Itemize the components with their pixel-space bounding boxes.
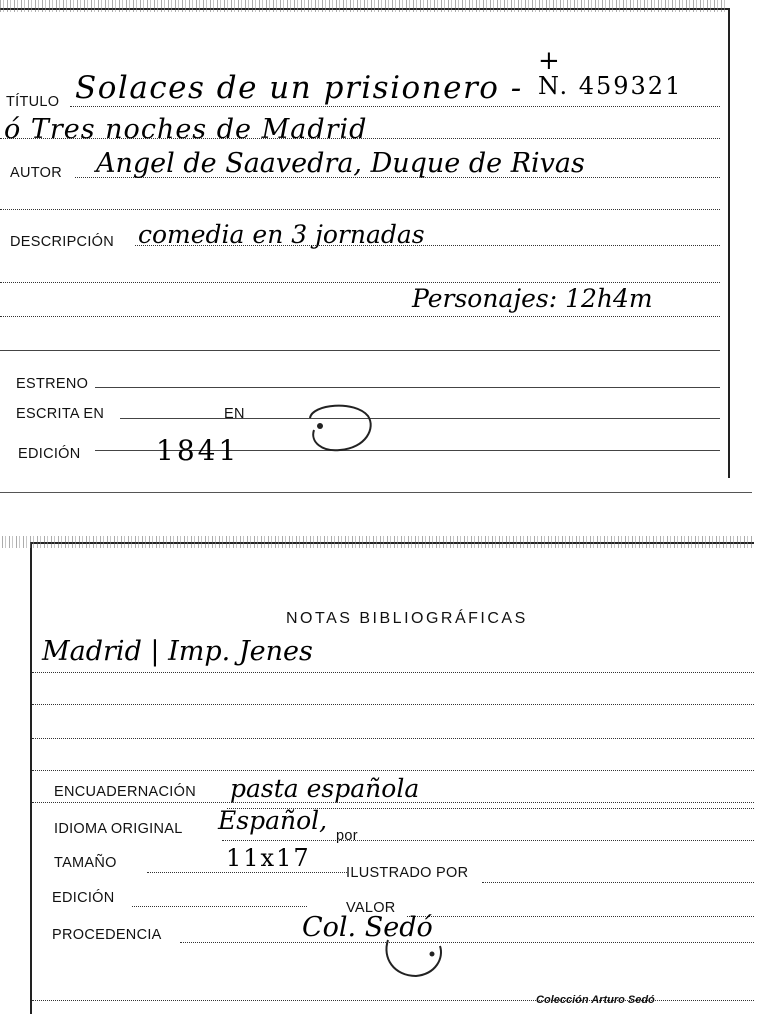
label-valor: VALOR [346, 900, 396, 916]
value-encuadernacion: pasta española [230, 774, 420, 803]
rule-6 [0, 282, 720, 283]
rule-escrita [120, 418, 720, 419]
value-tamano: 11x17 [226, 844, 311, 872]
rule-4 [0, 209, 720, 210]
rule-procedencia [180, 942, 754, 943]
value-titulo-cont: ó Tres noches de Madrid [4, 114, 368, 145]
label-edicion: EDICIÓN [18, 446, 81, 462]
value-idioma: Español, [218, 806, 328, 835]
rule-notes-1 [32, 672, 754, 673]
label-procedencia: PROCEDENCIA [52, 927, 162, 943]
cross-mark: + [538, 46, 560, 76]
rule-notes-3 [32, 738, 754, 739]
card-edge-texture [0, 0, 728, 12]
catalog-card-back [30, 542, 754, 1014]
card-edge-texture [2, 536, 754, 548]
value-edicion: 1841 [156, 434, 240, 467]
label-por: por [336, 828, 358, 844]
rule-8 [0, 350, 720, 351]
rule-estreno [95, 387, 720, 388]
label-titulo: TÍTULO [6, 94, 60, 110]
value-autor: Angel de Saavedra, Duque de Rivas [96, 148, 585, 179]
rule-notes-4 [32, 770, 754, 771]
rule-edicion-b [132, 906, 307, 907]
value-descripcion: comedia en 3 jornadas [138, 220, 425, 249]
rule-notes-2 [32, 704, 754, 705]
rule-titulo [70, 106, 720, 107]
label-escrita-en: ESCRITA EN [16, 406, 105, 422]
value-personajes: Personajes: 12h4m [412, 284, 653, 313]
catalog-card-front [0, 8, 730, 478]
label-en: EN [224, 406, 245, 422]
label-ilustrado-por: ILUSTRADO POR [346, 865, 469, 881]
rule-idioma [222, 840, 754, 841]
library-stamp [300, 398, 380, 460]
label-encuadernacion: ENCUADERNACIÓN [54, 784, 196, 800]
value-titulo: Solaces de un prisionero - [75, 70, 523, 106]
label-autor: AUTOR [10, 165, 62, 181]
value-procedencia: Col. Sedó [302, 912, 433, 943]
label-edicion: EDICIÓN [52, 890, 115, 906]
label-descripcion: DESCRIPCIÓN [10, 234, 115, 250]
library-stamp [374, 924, 454, 984]
rule-valor [407, 916, 754, 917]
rule-ilustrado [482, 882, 754, 883]
value-notes: Madrid | Imp. Jenes [42, 636, 313, 667]
value-numero: N. 459321 [538, 72, 683, 100]
label-estreno: ESTRENO [16, 376, 89, 392]
rule-7 [0, 316, 720, 317]
rule-tamano [147, 872, 347, 873]
notes-heading: NOTAS BIBLIOGRÁFICAS [286, 610, 528, 627]
label-idioma-original: IDIOMA ORIGINAL [54, 821, 183, 837]
collection-footer: Colección Arturo Sedó [536, 994, 655, 1006]
page-divider [0, 492, 752, 493]
label-tamano: TAMAÑO [54, 855, 117, 871]
